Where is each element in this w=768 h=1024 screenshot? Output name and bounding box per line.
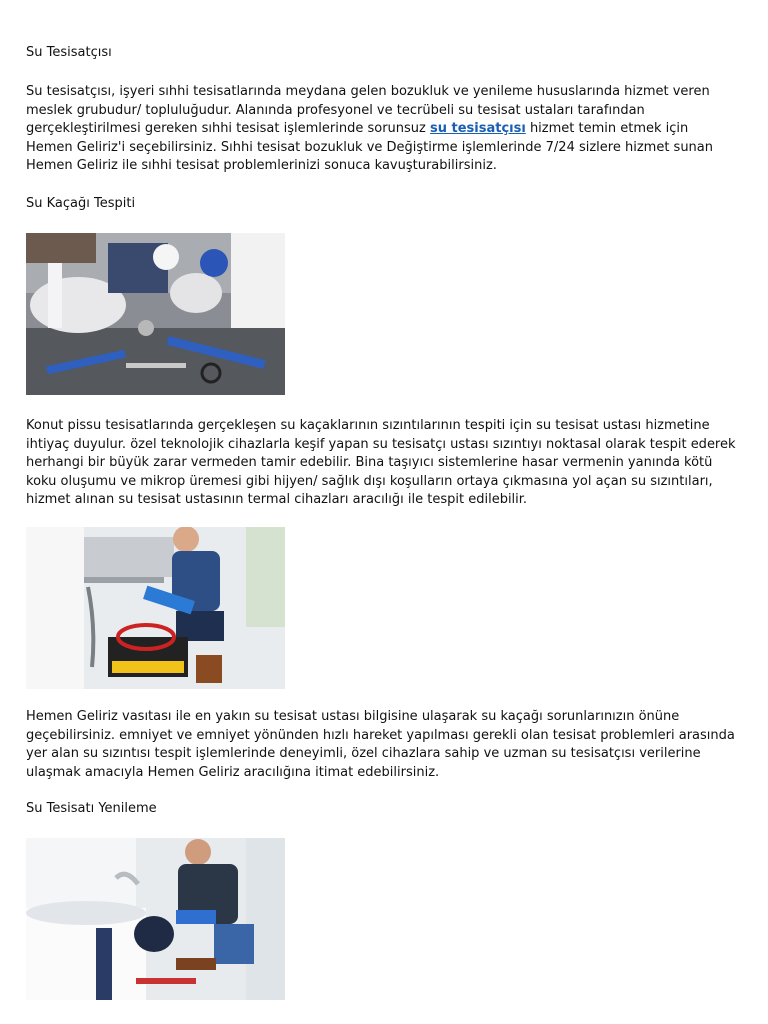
- paragraph-hemen-geliriz: Hemen Geliriz vasıtası ile en yakın su tesisat ustası bilgisine ulaşarak su kaçağı sorunlarınızın önüne geçebilirsiniz. emniyet ve emniyet yönünden hızlı hareket yapılması gerekli olan tesisat problemleri arasında yer alan su sızıntısı tespit işlemlerinde deneyimli, özel cihazlara sahip ve uzman su tesisatçısı verilerine ulaşmak amacıyla Hemen Geliriz aracılığına itimat edebilirsiniz.: [26, 709, 735, 780]
- paragraph-intro: Su tesisatçısı, işyeri sıhhi tesisatlarında meydana gelen bozukluk ve yenileme hususlarında hizmet veren meslek grubudur/ topluluğudur. Alanında profesyonel ve tecrübeli su tesisat ustaları tarafından gerçekleştirilmesi gereken sıhhi tesisat işlemlerinde sorunsuz su tesisatçısı hizmet temin etmek için Hemen Geliriz'i seçebilirsiniz. Sıhhi tesisat bozukluk ve Değiştirme işlemlerinde 7/24 sizlere hizmet sunan Hemen Geliriz ile sıhhi tesisat problemlerinizi sonuca kavuşturabilirsiniz.: [26, 84, 714, 173]
- heading-su-tesisati-yenileme: Su Tesisatı Yenileme: [26, 801, 157, 816]
- heading-su-kacagi-tespiti: Su Kaçağı Tespiti: [26, 196, 136, 211]
- plumber-tools-photo: [26, 233, 285, 395]
- heading-su-tesisatcisi: Su Tesisatçısı: [26, 45, 112, 60]
- paragraph-kacak-tespiti: Konut pissu tesisatlarında gerçekleşen su kaçaklarının sızıntılarının tespiti için su tesisat ustası hizmetine ihtiyaç duyulur. özel teknolojik cihazlarla keşif yapan su tesisatçı ustası sızıntıyı noktasal olarak tespit ederek herhangi bir büyük zarar vermeden tamir edebilir. Bina taşıyıcı sistemlerine hasar vermenin yanında kötü koku oluşumu ve mikrop üremesi gibi hijyen/ sağlık dışı koşulların ortaya çıkmasına yol açan su sızıntıları, hizmet alınan su tesisat ustasının termal cihazları aracılığı ile tespit edilebilir.: [26, 418, 736, 507]
- plumber-bathtub-photo: [26, 838, 285, 1000]
- plumber-clipboard-photo: [26, 527, 285, 689]
- link-su-tesisatcisi[interactable]: su tesisatçısı: [429, 121, 526, 136]
